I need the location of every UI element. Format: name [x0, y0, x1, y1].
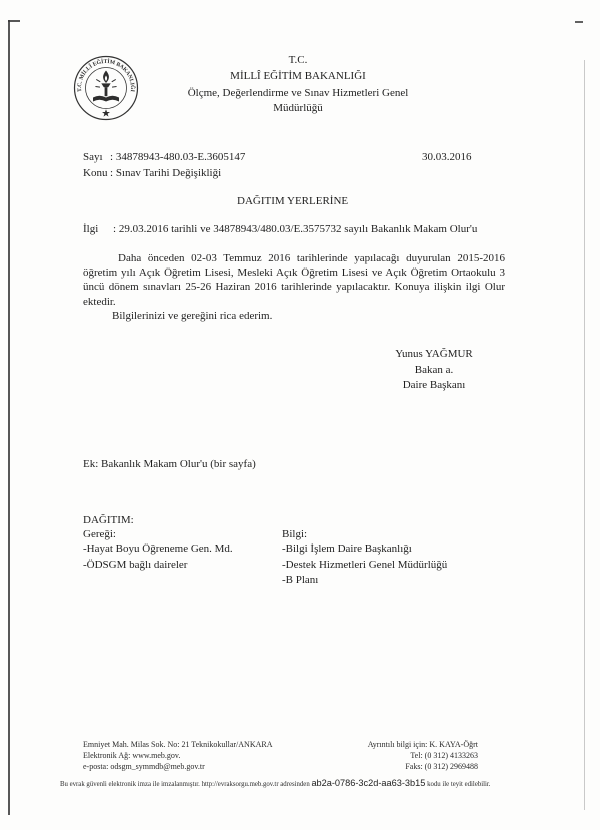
letterhead-ministry: MİLLÎ EĞİTİM BAKANLIĞI — [230, 70, 366, 82]
reference-number-row — [83, 150, 245, 164]
related-document-value: 29.03.2016 tarihli ve 34878943/480.03/E.3575732 sayılı Bakanlık Makam Olur'u — [118, 223, 478, 235]
distribution-info-item: -B Planı — [282, 574, 319, 586]
distribution-info-item: -Destek Hizmetleri Genel Müdürlüğü — [282, 559, 448, 571]
subject-separator: : — [110, 167, 114, 179]
emblem-ray-right — [112, 79, 117, 82]
esignature-notice — [60, 777, 491, 791]
letterhead-directorate-line1: Ölçme, Değerlendirme ve Sınav Hizmetleri Genel — [187, 87, 409, 99]
body-line: Daha önceden 02-03 Temmuz 2016 tarihlerinde yapılacağı duyurulan 2015-2016 — [118, 252, 505, 264]
body-paragraph — [83, 251, 505, 309]
reference-number-separator: : — [110, 151, 114, 163]
reference-number-label: Sayı — [83, 151, 103, 163]
scan-mark-top-right — [575, 21, 583, 23]
distribution-heading: DAĞITIM: — [83, 514, 134, 526]
torch-stem — [105, 87, 108, 96]
torch-cup — [101, 83, 110, 87]
esignature-notice-text: Bu evrak güvenli elektronik imza ile imzalanmıştır. http://evraksorgu.meb.gov.tr adresinden — [60, 781, 310, 788]
subject-label: Konu — [83, 167, 108, 179]
footer-contact-block — [368, 739, 478, 772]
distribution-info-item: -Bilgi İşlem Daire Başkanlığı — [282, 543, 412, 555]
seal-star-icon — [102, 109, 110, 116]
footer-web: Elektronik Ağ: www.meb.gov. — [83, 751, 181, 760]
reference-number-value: 34878943-480.03-E.3605147 — [115, 151, 246, 163]
scan-edge-right — [584, 60, 585, 810]
body-line: ektedir. — [83, 295, 116, 308]
recipient-heading: DAĞITIM YERLERİNE — [237, 195, 349, 207]
related-document-separator: : — [113, 223, 117, 235]
closing-sentence: Bilgilerinizi ve gereğini rica ederim. — [112, 310, 273, 322]
signatory-on-behalf: Bakan a. — [414, 364, 454, 376]
related-document-label: İlgi — [83, 223, 99, 235]
ministry-seal-icon — [72, 54, 140, 122]
scan-edge-left — [8, 20, 10, 815]
letterhead-directorate-line2: Müdürlüğü — [273, 102, 323, 114]
footer-address-block — [83, 739, 273, 772]
body-line: üncü dönem sınavları 25-26 Haziran 2016 tarihlerinde yapılacaktır. Konuya ilişkin ilgi Olur — [83, 281, 505, 294]
esignature-notice-suffix: kodu ile teyit edilebilir. — [427, 781, 491, 788]
letterhead-country: T.C. — [288, 54, 308, 66]
subject-row — [83, 166, 221, 180]
distribution-action-item: -Hayat Boyu Öğreneme Gen. Md. — [83, 543, 233, 555]
scan-corner-mark-top-left — [8, 20, 20, 22]
document-date: 30.03.2016 — [422, 151, 472, 163]
open-book-icon — [93, 96, 119, 102]
signatory-title: Daire Başkanı — [402, 379, 466, 391]
attachment-note: Ek: Bakanlık Makam Olur'u (bir sayfa) — [83, 458, 256, 470]
torch-emblem-icon — [93, 71, 119, 102]
distribution-action-heading: Gereği: — [83, 528, 116, 540]
body-line: öğretim yılı Açık Öğretim Lisesi, Mesleki Açık Öğretim Lisesi ve Açık Öğretim Ortaokulu 3 — [83, 266, 505, 279]
related-document-row — [83, 222, 477, 236]
esignature-verification-code: ab2a-0786-3c2d-aa63-3b15 — [311, 778, 426, 788]
emblem-ray-left-low — [95, 86, 100, 88]
subject-value: Sınav Tarihi Değişikliği — [115, 167, 222, 179]
footer-address: Emniyet Mah. Milas Sok. No: 21 Teknikokullar/ANKARA — [83, 740, 273, 749]
distribution-action-item: -ÖDSGM bağlı daireler — [83, 559, 188, 571]
footer-phone: Tel: (0 312) 4133263 — [410, 751, 478, 760]
emblem-ray-left — [96, 79, 101, 82]
footer-email: e-posta: odsgm_symmdb@meb.gov.tr — [83, 762, 205, 771]
signatory-name: Yunus YAĞMUR — [395, 348, 473, 360]
distribution-info-heading: Bilgi: — [282, 528, 308, 540]
emblem-ray-right-low — [112, 86, 117, 88]
seal-text-path: T.C. MİLLÎ EĞİTİM BAKANLIĞI — [76, 58, 136, 93]
footer-contact-person: Ayrıntılı bilgi için: K. KAYA-Öğrt — [367, 740, 478, 749]
footer-fax: Faks: (0 312) 2969488 — [405, 762, 478, 771]
